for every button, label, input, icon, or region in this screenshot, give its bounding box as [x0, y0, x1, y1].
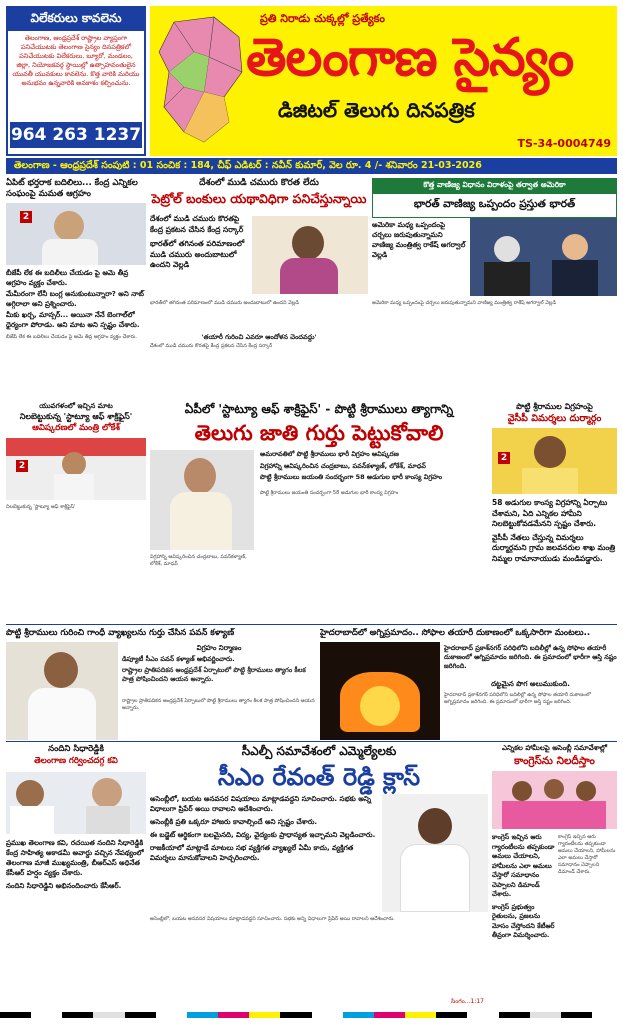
- paper-name: తెలంగాణ సైన్యం: [246, 28, 574, 88]
- lokesh-headline: నిలబెట్టుకున్న 'స్టాట్యూ ఆఫ్ శాక్రిఫైస్': [19, 412, 133, 421]
- ycp-bullet-1: 58 అడుగుల కాంస్య విగ్రహాన్ని ఏర్పాటు చేశామని, ఏది ఎన్నికల హామీని నిలబెట్టుకోవడమేనని స్పష్టం చేశారు.: [492, 498, 608, 528]
- ktr-bullet-2: కాంగ్రెస్ ప్రభుత్వం రైతులను, ప్రజలను మోసం చేస్తోందని కేటీఆర్ తీవ్రంగా విమర్శించారు.: [492, 902, 555, 939]
- edition-strip: తెలంగాణ - ఆంధ్రప్రదేశ్ సంపుటి : 01 సంచిక : 184, చీఫ్ ఎడిటర్ : నవీన్ కుమార్, వెల రూ. 4 /- శనివారం 21-03-2026: [6, 158, 617, 174]
- petrol-body: భారత్‌లో తగినంత పరిమాణంలో ముడి చమురు అందుబాటులో ఉందని వెల్లడి: [150, 300, 299, 306]
- ycp-kicker: పొట్టి శ్రీరాముల విగ్రహంపై: [516, 402, 593, 411]
- masthead: [150, 6, 617, 156]
- ktr-kicker: ఎన్నికల హామీలపై అసెంబ్లీ సమావేశాల్లో: [501, 744, 608, 752]
- statue-headline: తెలుగు జాతి గుర్తు పెట్టుకోవాలి: [194, 421, 444, 445]
- revanth-bullet-3: ఈ బడ్జెట్ ఆర్థికంగా బలమైనది, విద్య, వైద్యంకు ప్రాధాన్యత ఇచ్చామని వెల్లడించారు.: [150, 831, 376, 839]
- mamata-body: బీజేపీ లేక ఈ బదిలీలు చేయడం పై ఆమె తీవ్ర ఆగ్రహం వ్యక్తం చేశారు.: [6, 334, 137, 340]
- siddareddy-bullet-1: ప్రముఖ తెలంగాణ కవి, రచయిత నందిని సిధారెడ్డికి కేంద్ర సాహిత్య అకాడమీ అవార్డు వచ్చిన నేపథ్యంలో తెలంగాణ మాజీ ముఖ్యమంత్రి, బీఆర్ఎస్ అధినేత కేసీఆర్ హర్షం వ్యక్తం చేశారు.: [6, 839, 144, 877]
- petrol-kicker: దేశంలో ముడి చమురు కొరత లేదు: [199, 178, 319, 188]
- statue-body: పొట్టి శ్రీరాములు జయంతి సందర్భంగా 58 అడుగుల భారీ కాంస్య విగ్రహం: [260, 490, 399, 496]
- statue-bullet-2: విగ్రహాన్ని ఆవిష్కరించిన చంద్రబాబు, పవన్‌కళ్యాణ్, లోకేశ్, మాధవ్: [260, 461, 426, 470]
- reporter-credit: సింగం...1:17: [451, 998, 484, 1005]
- siddareddy-story: [6, 744, 146, 1006]
- revanth-story: [150, 744, 488, 1006]
- ktr-body: కాంగ్రెస్ ఇచ్చిన ఆరు గ్యారంటీలను తప్పకుండా అమలు చేయాలని, హామీలను ఎలా అమలు చేస్తారో సమాధానం చెప్పాలని డిమాండ్ చేశారు.: [558, 834, 616, 875]
- lokesh-kicker: యువగళంలో ఇచ్చిన మాట: [39, 402, 113, 410]
- ktr-bullet-1: కాంగ్రెస్ ఇచ్చిన ఆరు గ్యారంటీలను తప్పకుండా అమలు చేయాలని, హామీలను ఎలా అమలు చేస్తారో సమాధానం చెప్పాలని డిమాండ్ చేశారు.: [492, 833, 555, 898]
- revanth-bullet-2: అసెంబ్లీకి ప్రతి ఒక్కరూ హాజరు కావాల్సిందే అని స్పష్టం చేశారు.: [150, 818, 318, 826]
- kcr-photo: [6, 772, 146, 834]
- lokesh-subhead: ఆవిష్కరణలో మంత్రి లోకేశ్: [32, 423, 120, 433]
- mamata-photo: [6, 203, 146, 265]
- revanth-bullet-4: రాజకీయాలో మాట్లాడే మాటలు సభ వ్యక్తిగత వ్యాఖ్యలే ఏమీ కాదు, వ్యక్తిగత విమర్శలు మానుకోవాలని హెచ్చరించారు.: [150, 844, 354, 862]
- mamata-bullet-2: మేమీరంగా లేనీ బంగ్ల అనుకుంటున్నారా? అని నాట్ అగ్గిరాలా అని ప్రశ్నించారు.: [6, 290, 144, 308]
- lokesh-story: [6, 402, 146, 592]
- row-divider: [6, 741, 617, 742]
- tagline: ప్రతి నిరాడు చుక్కల్లో ప్రత్యేకం: [260, 12, 385, 25]
- ycp-story: [492, 402, 617, 624]
- fire-body: హైదరాబాద్ ప్రకాశ్‌నగర్ పరిధిలోని బదిలీల్లో ఉన్న సోఫాల తయారీ దుకాణంలో అగ్నిప్రమాదం జరిగింది. ఈ ప్రమాదంలో భారీగా ఆస్తి నష్టం జరిగింది.: [444, 692, 591, 705]
- revanth-kicker: సీఎల్పీ సమావేశంలో ఎమ్మెల్యేలకు: [241, 744, 397, 758]
- statue-bullet-3: పొట్టి శ్రీరాములు జయంతి సందర్భంగా 58 అడుగుల భారీ కాంస్య విగ్రహం: [260, 473, 443, 481]
- petrol-quote: 'తయారీ గురించి ఎవరూ ఆందోళన చెందవద్దు': [201, 333, 317, 341]
- leaders-photo: [470, 218, 617, 296]
- revanth-headline: సీఎం రేవంత్ రెడ్డి క్లాస్: [217, 763, 421, 791]
- statue-caption: విగ్రహాన్ని ఆవిష్కరించిన చంద్రబాబు, పవన్‌కళ్యాణ్, లోకేశ్, మాధవ్: [150, 554, 247, 567]
- trade-kicker: కొత్త వాణిజ్య విధానం విరాళంపై తర్వాత అమెరికా: [372, 178, 617, 193]
- official-photo: [252, 216, 368, 294]
- number-badge-icon: 2: [16, 460, 28, 472]
- registration-number: TS-34-0004749: [517, 137, 611, 150]
- statue-kicker: ఏపీలో 'స్టాట్యూ ఆఫ్ శాక్రిఫైస్' - పొట్టి శ్రీరాములు త్యాగాన్ని: [184, 402, 454, 416]
- petrol-headline: పెట్రోల్ బంకులు యథావిధిగా పనిచేస్తున్నాయి: [151, 191, 367, 206]
- revanth-bullet-1: అసెంబ్లీలో, బయట అనవసర విషయాలు మాట్లాడవద్దని సూచించారు. సభకు అన్ని విధాలుగా ప్రిపేర్ అయి రావాలని ఆదేశించారు.: [150, 795, 372, 813]
- fire-lead: హైదరాబాద్ ప్రకాశ్‌నగర్ పరిధిలోని బదిలీల్లో ఉన్న సోఫాల తయారీ దుకాణంలో అగ్నిప్రమాదం జరిగింది. ఈ ప్రమాదంలో భారీగా ఆస్తి నష్టం జరిగింది.: [444, 644, 617, 670]
- number-badge-icon: 2: [498, 452, 510, 464]
- petrol-bullet-2: భారత్‌లో తగినంత పరిమాణంలో ముడి చమురు అందుబాటులో ఉందని వెల్లడి: [150, 239, 245, 269]
- row-divider: [6, 624, 617, 625]
- revanth-body: అసెంబ్లీలో, బయట అనవసర విషయాలు మాట్లాడవద్దని సూచించారు. సభకు అన్ని విధాలుగా ప్రిపేర్ అయి రావాలని ఆదేశించారు.: [150, 916, 395, 922]
- ad-title: విలేకరులు కావలెను: [8, 8, 144, 31]
- mamata-headline: ఏపిట్ భర్తరాక బదిలిలు... కేంద్ర ఎన్నికల సంఘంపై మమత ఆగ్రహం: [6, 178, 138, 199]
- siddareddy-subhead: తెలంగాణ గర్వించదగ్గ కవి: [34, 756, 118, 766]
- ktr-headline: కాంగ్రెస్‌ను నిలదీస్తాం: [514, 755, 595, 767]
- petrol-body-2: దేశంలో ముడి చమురు కొరతపై కేంద్ర ప్రకటన చేసిన కేంద్ర సర్కార్: [150, 343, 273, 349]
- nimmala-photo: [492, 428, 617, 494]
- fire-subhead: దట్టమైన పొగ అలుముకుంది.: [491, 680, 570, 688]
- mamata-bullet-3: మీకు ఖర్చ, మాన్సర్... అయినా నేనే బెంగాల్‌లో ధైర్యంగా పోరాడు. ఆని మాట అని స్పష్టం చేశారు.: [6, 311, 140, 329]
- trade-story: [372, 178, 617, 400]
- trade-body: అమెరికా మధ్య ఒప్పందంపై చర్చలు జరుపుతున్నామని వాణిజ్య మంత్రిత్వ రాకేష్ అగర్వాల్ వెల్లడి: [372, 300, 557, 306]
- fire-story: [320, 628, 617, 740]
- siddareddy-bullet-2: నందిని సిధారెడ్డిని అభినందించారు కేసీఆర్.: [6, 882, 122, 890]
- statue-bullet-1: అమరావతిలో పొట్టి శ్రీరాములు భారీ విగ్రహం ఆవిష్కరణ: [260, 450, 399, 458]
- pawan-text: రాష్ట్రాల ప్రాతిపదికన ఆంధ్రప్రదేశ్ ఏర్పాటులో పొట్టి శ్రీరాములు త్యాగం కీలక పాత్ర పోషించిందని ఆయన అన్నారు.: [122, 666, 306, 683]
- ktr-story: [492, 744, 617, 1006]
- fire-photo: [320, 642, 440, 740]
- pawan-headline: పొట్టి శ్రీరాములు గురించి గాంధీ వ్యాఖ్యలను గుర్తు చేసిన పవన్ కళ్యాణ్: [6, 628, 235, 638]
- telangana-map-icon: [154, 12, 246, 152]
- siddareddy-headline: నందిని సిధారెడ్డికి: [48, 744, 104, 754]
- revanth-photo: [382, 794, 488, 912]
- pawan-lead: డిప్యూటీ సీఎం పవన్ కళ్యాణ్ అభివర్ణించారు.: [122, 655, 235, 663]
- pawan-subhead: విగ్రహం నిర్మాణం: [196, 644, 242, 652]
- number-badge-icon: 2: [20, 211, 32, 223]
- ycp-headline: వైసీపీ విమర్శలు దుర్మార్గం: [507, 413, 602, 424]
- ycp-bullet-2: వైసీపీ నేతలు చేస్తున్న విమర్శలు దుర్మార్గమని గ్రామ జలవనరుల శాఖ మంత్రి నిమ్మల రామానాయుడు మండిపడ్డారు.: [492, 532, 616, 563]
- mamata-bullet-1: బీజేపీ లేక ఈ బదిలీలు చేయడం పై ఆమె తీవ్ర ఆగ్రహం వ్యక్తం చేశారు.: [6, 269, 129, 287]
- statue-story: [150, 402, 488, 624]
- petrol-bullet-1: దేశంలో ముడి చమురు కొరతపై కేంద్ర ప్రకటన చేసిన కేంద్ర సర్కార్: [150, 214, 244, 234]
- trade-lead: అమెరికా మధ్య ఒప్పందంపై చర్చలు జరుపుతున్నామని వాణిజ్య మంత్రిత్వ రాకేష్ అగర్వాల్ వెల్లడి: [372, 221, 466, 259]
- recruitment-ad: [6, 6, 146, 156]
- ad-phone[interactable]: 964 263 1237: [10, 122, 142, 148]
- pawan-story: [6, 628, 316, 740]
- brs-photo: [492, 771, 617, 829]
- petrol-story: [150, 178, 368, 400]
- fire-headline: హైదరాబాద్‌లో అగ్నిప్రమాదం.. సోఫాల తయారీ దుకాణంలో ఒక్కసారిగా మంటలు..: [320, 628, 591, 638]
- color-calibration-bar: [0, 1012, 623, 1018]
- chandrababu-photo: [150, 450, 254, 550]
- lokesh-photo: [6, 438, 146, 500]
- pawan-photo: [6, 642, 118, 740]
- trade-headline: భారత్ వాణిజ్య ఒప్పందం ప్రస్తుత భారత్: [372, 193, 617, 218]
- pawan-body: రాష్ట్రాల ప్రాతిపదికన ఆంధ్రప్రదేశ్ ఏర్పాటులో పొట్టి శ్రీరాములు త్యాగం కీలక పాత్ర పోషించిందని ఆయన అన్నారు.: [122, 698, 315, 711]
- lokesh-body: నిలబెట్టుకున్న 'స్టాట్యూ ఆఫ్ శాక్రిఫైస్': [6, 504, 76, 510]
- paper-subtitle: డిజిటల్ తెలుగు దినపత్రిక: [278, 98, 475, 122]
- ad-body: తెలంగాణ, ఆంధ్రప్రదేశ్ రాష్ట్రాల వ్యాప్తంగా పనిచేయుటకు తెలంగాణ సైన్యం దినపత్రికలో పనిచేయుటకు విలేకరులు, బ్యూరో, మండలం, జిల్లా, నియోజకవర్గ స్థాయిల్లో ఉత్సాహవంతులైన యువతీ యువకులు కావలెను. కొత్త వారికి మరియు అనుభవం ఉన్నవారికి అవకాశం కల్పించును.: [12, 34, 140, 87]
